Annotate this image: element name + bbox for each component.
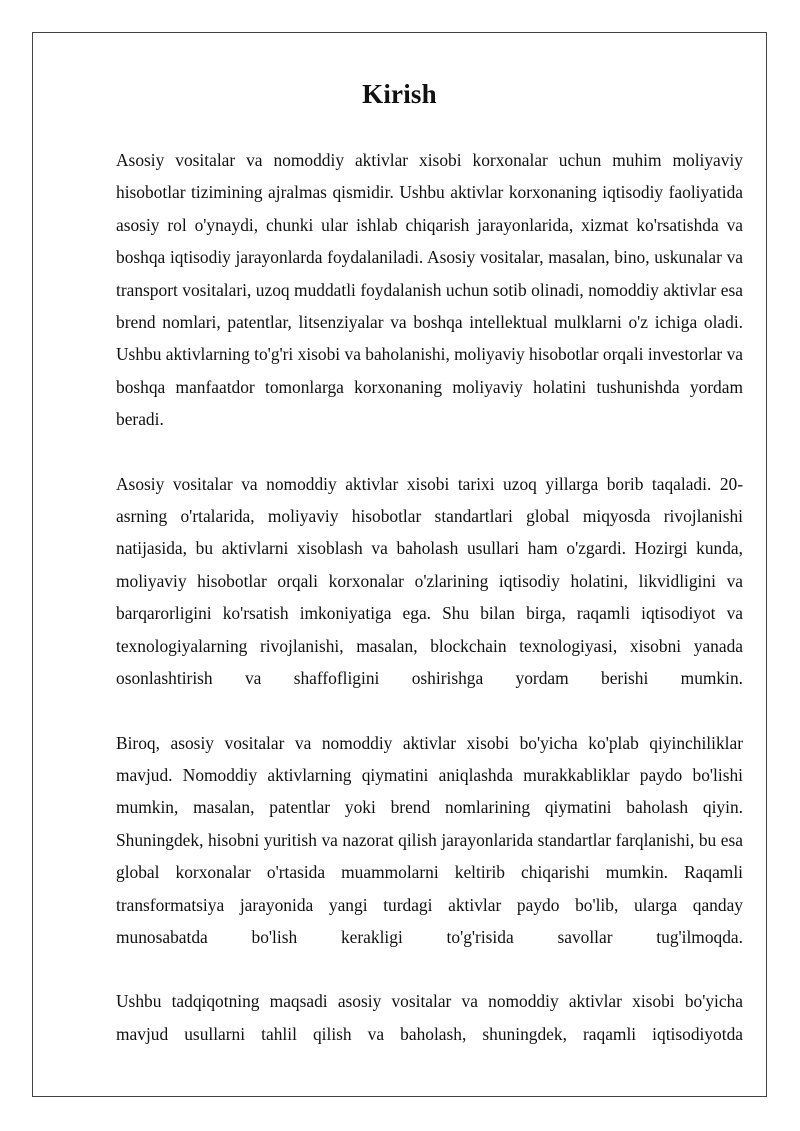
page-title: Kirish bbox=[362, 79, 437, 109]
paragraph-1: Asosiy vositalar va nomoddiy aktivlar xisobi korxonalar uchun muhim moliyaviy hisobotlar tizimining ajralmas qismidir. Ushbu aktivlar korxonaning iqtisodiy faoliyatida asosiy rol o'ynaydi, chunki ular ishlab chiqarish jarayonlarida, xizmat ko'rsatishda va boshqa iqtisodiy jarayonlarda foydalaniladi. Asosiy vositalar, masalan, bino, uskunalar va transport vositalari, uzoq muddatli foydalanish uchun sotib olinadi, nomoddiy aktivlar esa brend nomlari, patentlar, litsenziyalar va boshqa intellektual mulklarni o'z ichiga oladi. Ushbu aktivlarning to'g'ri xisobi va baholanishi, moliyaviy hisobotlar orqali investorlar va boshqa manfaatdor tomonlarga korxonaning moliyaviy holatini tushunishda yordam beradi. bbox=[116, 150, 743, 430]
document-page bbox=[32, 32, 767, 1097]
paragraph-4: Ushbu tadqiqotning maqsadi asosiy vositalar va nomoddiy aktivlar xisobi bo'yicha mavjud usullarni tahlil qilish va baholash, shuningdek, raqamli iqtisodiyotda bbox=[116, 991, 743, 1044]
document-body bbox=[116, 144, 743, 1082]
paragraph-3: Biroq, asosiy vositalar va nomoddiy aktivlar xisobi bo'yicha ko'plab qiyinchiliklar mavjud. Nomoddiy aktivlarning qiymatini aniqlashda murakkabliklar paydo bo'lishi mumkin, masalan, patentlar yoki brend nomlarining qiymatini baholash qiyin. Shuningdek, hisobni yuritish va nazorat qilish jarayonlarida standartlar farqlanishi, bu esa global korxonalar o'rtasida muammolarni keltirib chiqarishi mumkin. Raqamli transformatsiya jarayonida yangi turdagi aktivlar paydo bo'lib, ularga qanday munosabatda bo'lish kerakligi to'g'risida savollar tug'ilmoqda. bbox=[116, 732, 743, 947]
paragraph-2: Asosiy vositalar va nomoddiy aktivlar xisobi tarixi uzoq yillarga borib taqaladi. 20-asrning o'rtalarida, moliyaviy hisobotlar standartlari global miqyosda rivojlanishi natijasida, bu aktivlarni xisoblash va baholash usullari ham o'zgardi. Hozirgi kunda, moliyaviy hisobotlar orqali korxonalar o'zlarining iqtisodiy holatini, likvidligini va barqarorligini ko'rsatish imkoniyatiga ega. Shu bilan birga, raqamli iqtisodiyot va texnologiyalarning rivojlanishi, masalan, blockchain texnologiyasi, xisobni yanada osonlashtirish va shaffofligini oshirishga yordam berishi mumkin. bbox=[116, 473, 743, 689]
